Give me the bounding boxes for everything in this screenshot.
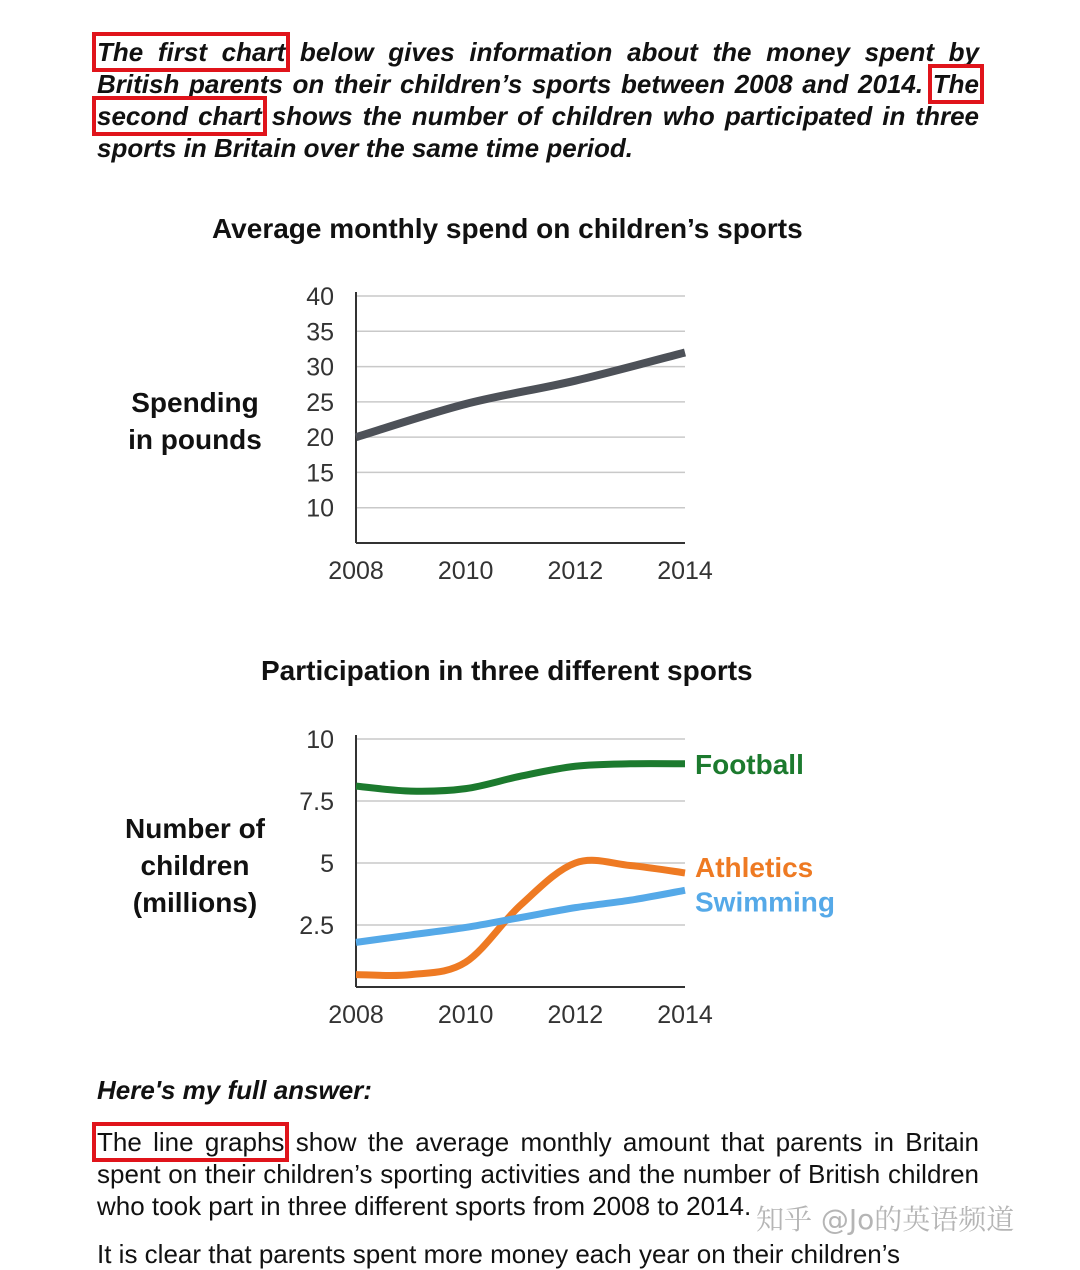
legend-label: Athletics [695,851,814,883]
y-tick-label: 10 [306,494,334,523]
chart2-ylabel-line1: Number of [125,813,265,844]
y-tick-label: 10 [306,726,334,754]
series-line [356,764,685,792]
x-tick-label: 2012 [547,557,604,585]
chart2-title: Participation in three different sports [261,655,753,686]
answer-paragraph-1-text: show the average monthly amount that parents in Britain spent on their children’s sporting activities and the number of British children who took part in three different sports from 2008 to 2014. [97,1127,979,1221]
chart2-ylabel-line3: (millions) [132,887,258,918]
x-tick-label: 2014 [657,557,713,585]
x-tick-label: 2014 [657,1001,713,1029]
series-line [356,890,685,942]
chart2-ylabel-line2: children [140,850,250,881]
chart1-title: Average monthly spend on children’s sports [212,213,803,244]
y-tick-label: 20 [306,424,334,453]
y-tick-label: 35 [306,318,334,347]
y-tick-label: 7.5 [299,788,334,816]
highlight-second-chart: The second chart [97,69,979,131]
legend-label: Football [695,748,804,780]
intro-text-2: shows the number of children who participated in three sports in Britain over the same time period. [97,101,979,163]
highlight-first-chart: The first chart [97,37,286,67]
y-tick-label: 5 [320,850,334,878]
y-tick-label: 15 [306,459,334,488]
highlight-line-graphs: The line graphs [97,1127,285,1157]
y-tick-label: 40 [306,283,334,311]
answer-heading: Here's my full answer: [97,1075,372,1105]
x-tick-label: 2008 [328,557,384,585]
y-tick-label: 30 [306,353,334,382]
y-tick-label: 2.5 [299,912,334,940]
watermark: 知乎 @Jo的英语频道 [756,1203,1015,1236]
y-tick-label: 25 [306,388,334,417]
x-tick-label: 2012 [547,1001,604,1029]
x-tick-label: 2010 [437,557,494,585]
x-tick-label: 2008 [328,1001,384,1029]
x-tick-label: 2010 [437,1001,494,1029]
intro-text-1: below gives information about the money spent by British parents on their children’s sports between 2008 and 2014. [97,37,979,99]
chart1-ylabel-line1: Spending [131,387,259,418]
legend-label: Swimming [695,886,836,918]
chart1-ylabel-line2: in pounds [128,424,262,455]
answer-paragraph-2: It is clear that parents spent more money each year on their children’s [97,1239,901,1269]
